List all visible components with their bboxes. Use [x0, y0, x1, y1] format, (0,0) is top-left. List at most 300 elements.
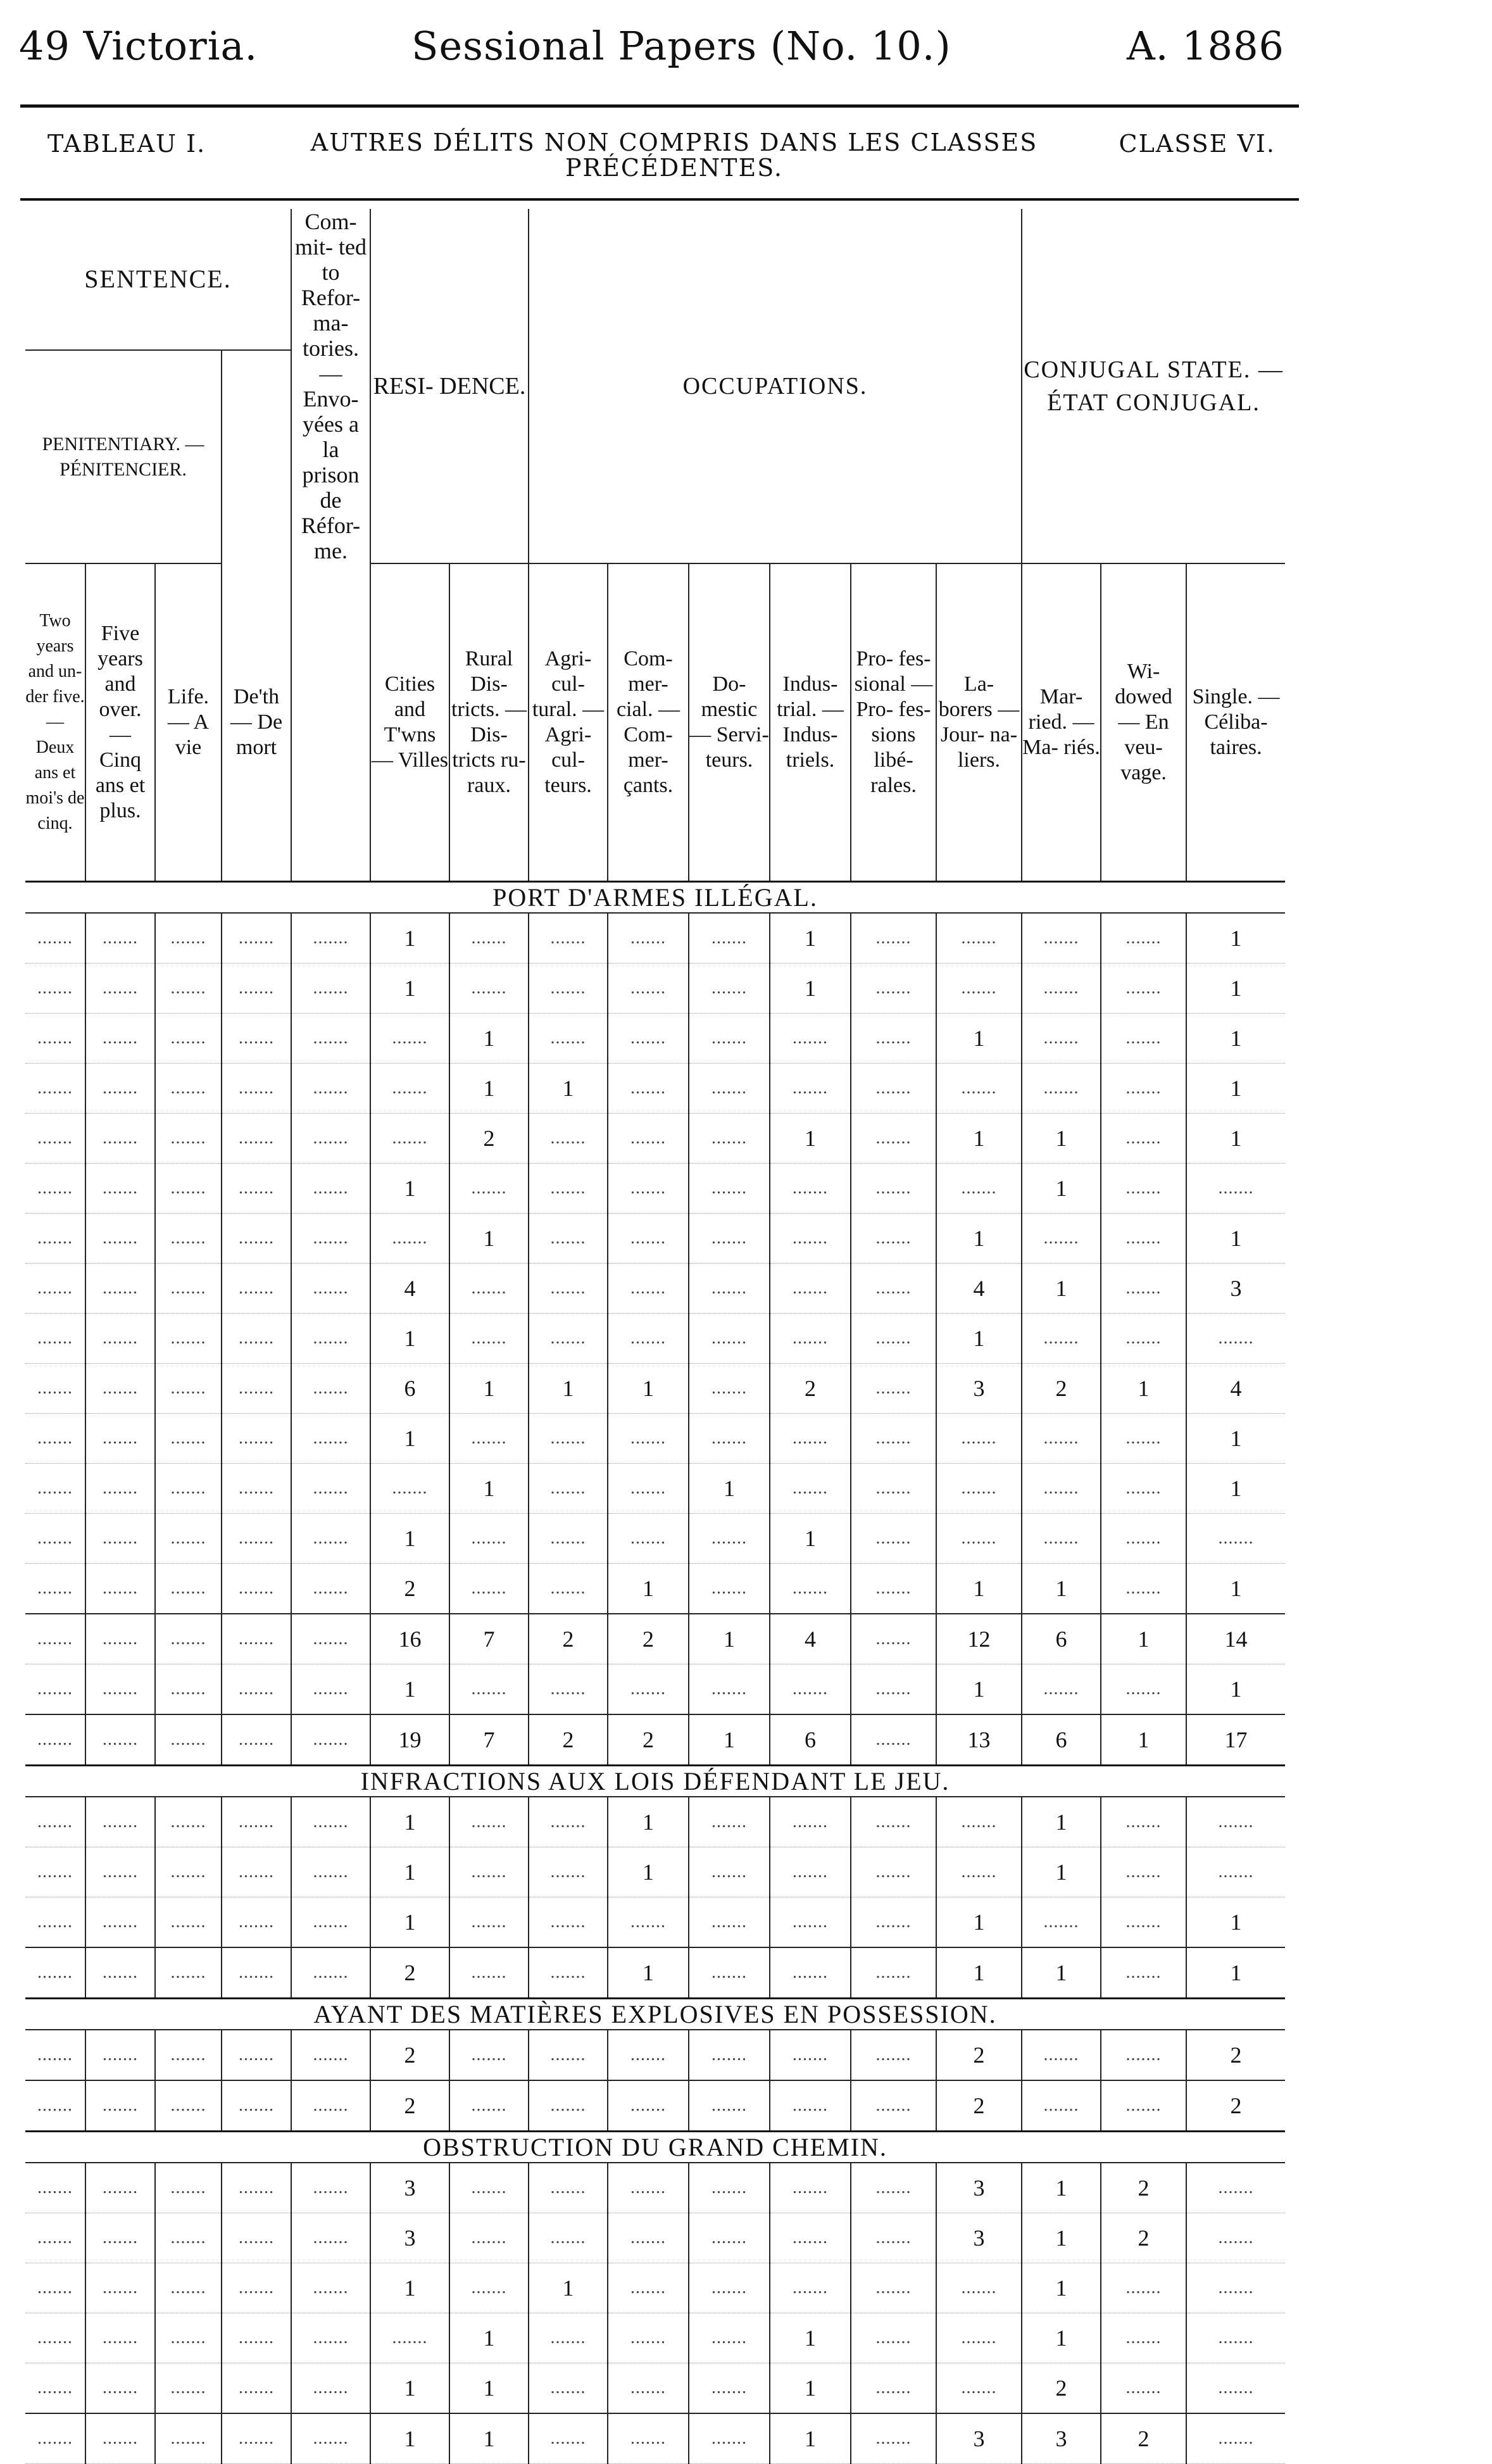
table-cell: 1	[449, 1014, 529, 1064]
table-cell: .......	[155, 2030, 222, 2080]
table-cell: .......	[1022, 1064, 1101, 1114]
table-cell: .......	[770, 2163, 851, 2213]
caption-classe: CLASSE VI.	[1119, 130, 1276, 158]
column-header-4	[291, 563, 370, 882]
table-cell: .......	[85, 1014, 155, 1064]
table-cell: .......	[689, 1164, 770, 1214]
table-cell: .......	[608, 1214, 689, 1264]
table-row	[25, 1514, 1285, 1564]
table-cell: 1	[770, 1514, 851, 1564]
table-cell: 1	[1022, 1564, 1101, 1614]
table-cell: 1	[936, 1947, 1022, 1999]
table-cell: 1	[608, 1847, 689, 1897]
table-cell: .......	[1101, 1264, 1186, 1314]
column-header-1: Five years and over. — Cinq ans et plus.	[85, 563, 155, 882]
table-cell: .......	[291, 2030, 370, 2080]
table-cell: .......	[370, 1464, 449, 1514]
column-header-6: Rural Dis- tricts. — Dis- tricts ru- raux.	[449, 563, 529, 882]
table-cell: .......	[529, 2163, 608, 2213]
table-row	[25, 1947, 1285, 1999]
table-cell: 1	[936, 1564, 1022, 1614]
table-cell: .......	[449, 1514, 529, 1564]
table-cell: .......	[1101, 964, 1186, 1014]
table-cell: 1	[370, 1314, 449, 1364]
table-cell: .......	[1101, 2030, 1186, 2080]
table-cell: .......	[85, 2213, 155, 2263]
table-cell: .......	[449, 1947, 529, 1999]
table-cell: 13	[936, 1714, 1022, 1766]
table-cell: 1	[608, 1797, 689, 1847]
table-cell: 1	[608, 1564, 689, 1614]
column-header-14: Wi- dowed — En veu- vage.	[1101, 563, 1186, 882]
table-cell: .......	[608, 1114, 689, 1164]
table-cell: .......	[25, 1564, 85, 1614]
table-cell: .......	[449, 2030, 529, 2080]
table-cell: .......	[770, 1664, 851, 1715]
table-cell: .......	[25, 913, 85, 964]
table-cell: .......	[85, 1114, 155, 1164]
table-cell: .......	[449, 1264, 529, 1314]
table-row	[25, 2030, 1285, 2080]
table-cell: .......	[1022, 1214, 1101, 1264]
table-cell: .......	[1101, 2263, 1186, 2313]
table-cell: .......	[222, 2413, 291, 2464]
table-cell: .......	[85, 1847, 155, 1897]
table-cell: .......	[25, 1114, 85, 1164]
table-cell: .......	[689, 2030, 770, 2080]
table-cell: .......	[291, 964, 370, 1014]
table-cell: 1	[529, 2263, 608, 2313]
table-cell: 1	[770, 2313, 851, 2363]
table-cell: .......	[25, 1614, 85, 1664]
table-cell: .......	[608, 1897, 689, 1948]
column-header-5: Cities and T'wns — Villes	[370, 563, 449, 882]
table-cell: .......	[155, 1847, 222, 1897]
section-title-row	[25, 882, 1285, 914]
table-cell: .......	[936, 913, 1022, 964]
table-cell: .......	[1186, 2313, 1285, 2363]
section-title: OBSTRUCTION DU GRAND CHEMIN.	[25, 2132, 1285, 2163]
table-cell: .......	[770, 1014, 851, 1064]
table-cell: .......	[155, 913, 222, 964]
table-cell: .......	[155, 1797, 222, 1847]
table-cell: 1	[1101, 1714, 1186, 1766]
table-cell: .......	[25, 1514, 85, 1564]
table-cell: .......	[689, 1664, 770, 1715]
table-cell: .......	[851, 964, 936, 1014]
table-cell: .......	[291, 2080, 370, 2132]
table-cell: .......	[25, 1714, 85, 1766]
table-cell: .......	[851, 1214, 936, 1264]
table-cell: .......	[1186, 1514, 1285, 1564]
table-cell: .......	[291, 2263, 370, 2313]
table-cell: .......	[529, 1564, 608, 1614]
table-cell: 1	[370, 2413, 449, 2464]
table-cell: .......	[689, 1414, 770, 1464]
table-cell: .......	[155, 2263, 222, 2313]
table-cell: .......	[449, 1797, 529, 1847]
header-residence: RESI- DENCE.	[370, 209, 529, 563]
section-title: AYANT DES MATIÈRES EXPLOSIVES EN POSSESSION.	[25, 1999, 1285, 2030]
table-cell: .......	[155, 1064, 222, 1114]
table-cell: .......	[85, 1514, 155, 1564]
column-header-13: Mar- ried. — Ma- riés.	[1022, 563, 1101, 882]
table-cell: .......	[1101, 1414, 1186, 1464]
table-cell: .......	[222, 2213, 291, 2263]
table-cell: .......	[370, 2313, 449, 2363]
table-cell: .......	[770, 1464, 851, 1514]
table-cell: .......	[85, 1564, 155, 1614]
table-row	[25, 1214, 1285, 1264]
table-cell: .......	[222, 1514, 291, 1564]
table-cell: 1	[936, 1664, 1022, 1715]
column-header-15: Single. — Céliba- taires.	[1186, 563, 1285, 882]
table-cell: .......	[222, 964, 291, 1014]
table-cell: 1	[529, 1364, 608, 1414]
table-cell: 1	[370, 1164, 449, 1214]
table-cell: 1	[1186, 1947, 1285, 1999]
table-cell: 1	[1186, 1014, 1285, 1064]
table-cell: .......	[1101, 1664, 1186, 1715]
table-cell: .......	[291, 1664, 370, 1715]
table-cell: 1	[770, 913, 851, 964]
column-header-0: Two years and un- der five. — Deux ans et moi's de cinq.	[25, 611, 85, 833]
header-death-top	[222, 350, 291, 563]
table-cell: .......	[85, 2030, 155, 2080]
table-cell: .......	[25, 1664, 85, 1715]
table-caption	[47, 130, 1288, 187]
table-cell: .......	[689, 964, 770, 1014]
table-cell: .......	[1101, 1847, 1186, 1897]
table-cell: 1	[449, 1464, 529, 1514]
table-cell: .......	[1186, 2413, 1285, 2464]
table-cell: .......	[529, 913, 608, 964]
table-cell: .......	[851, 1947, 936, 1999]
header-penitentiary: PENITENTIARY. — PÉNITENCIER.	[25, 350, 222, 563]
table-cell: .......	[291, 1847, 370, 1897]
table-cell: .......	[222, 1064, 291, 1114]
column-header-2: Life. — A vie	[155, 563, 222, 882]
table-cell: 4	[936, 1264, 1022, 1314]
table-row	[25, 2313, 1285, 2363]
table-cell: .......	[449, 964, 529, 1014]
table-cell: 6	[1022, 1714, 1101, 1766]
table-cell: .......	[689, 1797, 770, 1847]
table-cell: .......	[1101, 2080, 1186, 2132]
table-cell: 2	[370, 2080, 449, 2132]
table-cell: 7	[449, 1614, 529, 1664]
table-cell: .......	[449, 1164, 529, 1214]
table-cell: 12	[936, 1614, 1022, 1664]
table-cell: .......	[1101, 1064, 1186, 1114]
table-cell: .......	[608, 2030, 689, 2080]
table-cell: .......	[222, 1947, 291, 1999]
table-cell: .......	[222, 1464, 291, 1514]
table-cell: .......	[851, 1847, 936, 1897]
table-cell: 1	[1186, 1564, 1285, 1614]
table-cell: 1	[1022, 1797, 1101, 1847]
table-cell: .......	[291, 1714, 370, 1766]
table-cell: .......	[689, 1847, 770, 1897]
section-title: INFRACTIONS AUX LOIS DÉFENDANT LE JEU.	[25, 1766, 1285, 1797]
table-cell: .......	[608, 2080, 689, 2132]
table-cell: .......	[1186, 1847, 1285, 1897]
table-cell: .......	[851, 1514, 936, 1564]
table-cell: .......	[529, 2080, 608, 2132]
table-cell: 14	[1186, 1614, 1285, 1664]
table-cell: .......	[608, 2413, 689, 2464]
table-cell: 2	[936, 2030, 1022, 2080]
table-cell: .......	[1022, 1897, 1101, 1948]
page-header-center: Sessional Papers (No. 10.)	[411, 23, 951, 69]
table-cell: 1	[370, 1847, 449, 1897]
table-cell: .......	[851, 2163, 936, 2213]
table-cell: .......	[370, 1014, 449, 1064]
table-cell: .......	[529, 1314, 608, 1364]
table-cell: .......	[85, 1797, 155, 1847]
table-row	[25, 1714, 1285, 1766]
table-cell: .......	[936, 1414, 1022, 1464]
table-cell: .......	[608, 2263, 689, 2313]
table-cell: .......	[689, 2163, 770, 2213]
table-cell: .......	[689, 2213, 770, 2263]
table-cell: 1	[449, 2413, 529, 2464]
table-cell: 1	[1022, 2263, 1101, 2313]
table-cell: .......	[291, 2363, 370, 2414]
table-cell: 6	[770, 1714, 851, 1766]
table-cell: .......	[851, 1714, 936, 1766]
table-cell: .......	[25, 1014, 85, 1064]
section-title-row	[25, 2132, 1285, 2163]
table-cell: .......	[155, 1164, 222, 1214]
table-cell: .......	[222, 1164, 291, 1214]
table-cell: .......	[851, 1464, 936, 1514]
table-cell: .......	[529, 1664, 608, 1715]
table-cell: 1	[370, 1664, 449, 1715]
table-cell: .......	[449, 2163, 529, 2213]
data-table	[25, 209, 1285, 2464]
table-cell: 1	[370, 2263, 449, 2313]
table-cell: .......	[25, 2080, 85, 2132]
table-cell: 2	[370, 2030, 449, 2080]
table-row	[25, 1364, 1285, 1414]
table-cell: .......	[1022, 2030, 1101, 2080]
table-cell: 3	[936, 1364, 1022, 1414]
table-cell: .......	[1022, 1014, 1101, 1064]
table-cell: .......	[689, 1564, 770, 1614]
table-cell: .......	[155, 1614, 222, 1664]
table-cell: .......	[936, 1797, 1022, 1847]
table-cell: 3	[1022, 2413, 1101, 2464]
column-header-11: Pro- fes- sional — Pro- fes- sions libé- rales.	[851, 563, 936, 882]
table-cell: .......	[1022, 2080, 1101, 2132]
table-cell: .......	[291, 1314, 370, 1364]
table-cell: .......	[85, 1164, 155, 1214]
table-row	[25, 964, 1285, 1014]
table-cell: .......	[936, 1464, 1022, 1514]
caption-title-line1: AUTRES DÉLITS NON COMPRIS DANS LES CLASSES	[310, 129, 1038, 156]
table-cell: .......	[25, 2313, 85, 2363]
table-cell: 1	[370, 1514, 449, 1564]
table-cell: .......	[25, 1464, 85, 1514]
table-cell: .......	[851, 1414, 936, 1464]
table-cell: .......	[155, 2313, 222, 2363]
table-cell: .......	[608, 964, 689, 1014]
table-cell: .......	[1101, 1797, 1186, 1847]
table-cell: .......	[529, 2030, 608, 2080]
table-cell: .......	[222, 1614, 291, 1664]
table-cell: .......	[155, 1214, 222, 1264]
table-cell: 1	[1022, 2213, 1101, 2263]
table-cell: 1	[1022, 1164, 1101, 1214]
table-cell: .......	[25, 1797, 85, 1847]
table-cell: .......	[222, 1364, 291, 1414]
table-cell: .......	[155, 964, 222, 1014]
table-cell: 1	[1186, 1464, 1285, 1514]
caption-title	[294, 130, 1054, 180]
table-cell: .......	[689, 2313, 770, 2363]
table-cell: .......	[291, 2313, 370, 2363]
table-cell: .......	[1022, 1414, 1101, 1464]
table-cell: .......	[1101, 1564, 1186, 1614]
table-cell: 1	[1022, 1114, 1101, 1164]
table-cell: .......	[770, 1214, 851, 1264]
table-cell: .......	[529, 1797, 608, 1847]
table-cell: .......	[85, 1614, 155, 1664]
table-cell: .......	[222, 1714, 291, 1766]
table-cell: .......	[222, 1264, 291, 1314]
table-cell: .......	[449, 2263, 529, 2313]
table-cell: 16	[370, 1614, 449, 1664]
table-cell: .......	[529, 1947, 608, 1999]
header-conjugal: CONJUGAL STATE. — ÉTAT CONJUGAL.	[1022, 209, 1285, 563]
table-cell: .......	[689, 1364, 770, 1414]
table-cell: .......	[936, 2313, 1022, 2363]
table-cell: 1	[608, 1947, 689, 1999]
table-cell: .......	[25, 2413, 85, 2464]
table-cell: 4	[770, 1614, 851, 1664]
table-cell: 1	[770, 2413, 851, 2464]
table-cell: .......	[529, 2413, 608, 2464]
table-cell: 1	[1101, 1364, 1186, 1414]
table-cell: .......	[689, 1114, 770, 1164]
section-title-row	[25, 1766, 1285, 1797]
table-cell: .......	[689, 913, 770, 964]
table-cell: 4	[1186, 1364, 1285, 1414]
table-cell: 1	[689, 1614, 770, 1664]
table-cell: .......	[155, 2163, 222, 2213]
table-cell: .......	[449, 2213, 529, 2263]
table-cell: .......	[608, 913, 689, 964]
table-cell: .......	[155, 1014, 222, 1064]
table-cell: .......	[25, 1264, 85, 1314]
table-cell: 1	[1186, 1214, 1285, 1264]
table-cell: 2	[449, 1114, 529, 1164]
table-cell: .......	[25, 1314, 85, 1364]
table-row	[25, 1114, 1285, 1164]
table-cell: .......	[155, 2213, 222, 2263]
page-header-right: A. 1886	[1127, 23, 1284, 69]
table-cell: 1	[370, 1897, 449, 1948]
table-cell: 4	[370, 1264, 449, 1314]
table-cell: .......	[936, 2363, 1022, 2414]
table-cell: .......	[529, 2313, 608, 2363]
table-cell: .......	[291, 1214, 370, 1264]
table-cell: .......	[370, 1214, 449, 1264]
table-cell: .......	[222, 1847, 291, 1897]
table-cell: .......	[529, 1514, 608, 1564]
table-row	[25, 1164, 1285, 1214]
table-cell: .......	[222, 2163, 291, 2213]
table-cell: .......	[85, 2163, 155, 2213]
table-cell: 19	[370, 1714, 449, 1766]
table-cell: .......	[155, 1664, 222, 1715]
table-cell: .......	[770, 1797, 851, 1847]
table-cell: .......	[689, 2080, 770, 2132]
table-cell: .......	[529, 1014, 608, 1064]
table-cell: .......	[222, 2313, 291, 2363]
table-cell: .......	[155, 2080, 222, 2132]
table-cell: 1	[1022, 1947, 1101, 1999]
table-cell: 1	[936, 1014, 1022, 1064]
table-cell: .......	[529, 2213, 608, 2263]
table-cell: .......	[529, 1114, 608, 1164]
table-cell: .......	[770, 1064, 851, 1114]
table-cell: .......	[851, 1564, 936, 1614]
table-cell: .......	[291, 913, 370, 964]
table-cell: .......	[608, 1314, 689, 1364]
column-header-10: Indus- trial. — Indus- triels.	[770, 563, 851, 882]
table-cell: 2	[1022, 1364, 1101, 1414]
table-cell: .......	[449, 1897, 529, 1948]
table-cell: .......	[851, 1064, 936, 1114]
table-cell: .......	[222, 1314, 291, 1364]
column-header-8: Com- mer- cial. — Com- mer- çants.	[608, 563, 689, 882]
table-cell: .......	[155, 1414, 222, 1464]
table-cell: 3	[936, 2413, 1022, 2464]
table-cell: .......	[529, 1847, 608, 1897]
table-cell: 3	[370, 2163, 449, 2213]
table-cell: .......	[529, 1464, 608, 1514]
table-cell: .......	[608, 1014, 689, 1064]
table-row	[25, 1614, 1285, 1664]
header-committed: Com- mit- ted to Refor- ma- tories. — Envo- yées a la prison de Réfor- me.	[291, 209, 370, 563]
table-cell: .......	[851, 2413, 936, 2464]
table-row	[25, 2080, 1285, 2132]
table-cell: 1	[449, 1214, 529, 1264]
table-cell: .......	[851, 1164, 936, 1214]
table-cell: 2	[1186, 2030, 1285, 2080]
table-cell: .......	[155, 1464, 222, 1514]
section-title: PORT D'ARMES ILLÉGAL.	[25, 882, 1285, 914]
table-cell: .......	[689, 1897, 770, 1948]
table-cell: .......	[689, 1014, 770, 1064]
table-cell: .......	[1022, 1664, 1101, 1715]
table-cell: .......	[85, 1947, 155, 1999]
table-cell: 1	[1186, 1064, 1285, 1114]
table-cell: .......	[851, 1664, 936, 1715]
table-cell: .......	[291, 1364, 370, 1414]
table-row	[25, 1897, 1285, 1948]
table-cell: .......	[936, 1164, 1022, 1214]
table-cell: .......	[155, 1514, 222, 1564]
table-cell: .......	[155, 1714, 222, 1766]
table-cell: .......	[25, 964, 85, 1014]
table-cell: .......	[770, 2263, 851, 2313]
table-cell: .......	[770, 1164, 851, 1214]
table-cell: 2	[1101, 2213, 1186, 2263]
table-cell: 1	[1186, 1114, 1285, 1164]
